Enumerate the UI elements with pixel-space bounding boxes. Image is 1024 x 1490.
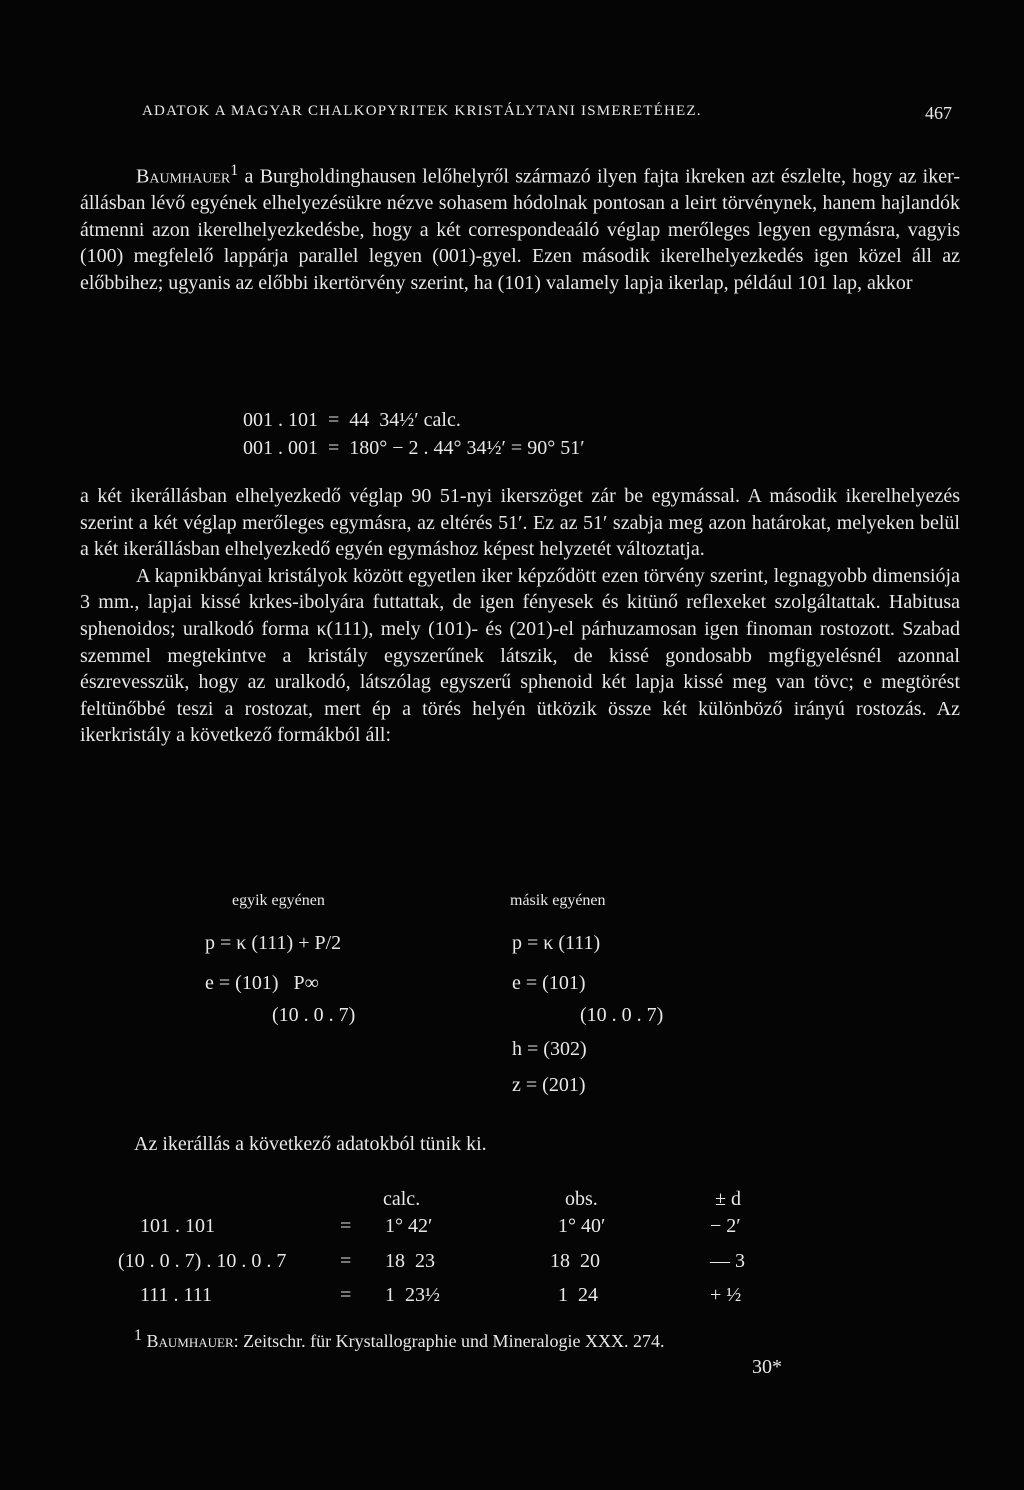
table-row-2-label: (10 . 0 . 7) . 10 . 0 . 7 — [118, 1250, 287, 1272]
paragraph-1-text: a Burgholdinghausen lelőhelyről származó ilyen fajta ikreken azt észlelte, hogy az iker-állásban lévő egyének elhelyezésükre nézve sohasem hódolnak pontosan a leirt törvénynek, hanem hajlandók átmenni azon ikerelhelyezkedésbe, hogy a két correspondeaáló véglap merőleges legyen egymásra, vagyis (100) megfelelő lappárja parallel legyen (001)-gyel. Ezen második ikerelhelyezkedés igen közel áll az előbbihez; ugyanis az előbbi ikertörvény szerint, ha (101) valamely lapja ikerlap, például 101 lap, akkor — [80, 165, 960, 295]
sheet-signature: 30* — [752, 1356, 782, 1378]
form-right-2: e = (101) — [512, 972, 586, 994]
form-right-4: h = (302) — [512, 1038, 587, 1060]
form-right-1: p = κ (111) — [512, 932, 601, 954]
table-row-3-calc: 1 23½ — [385, 1284, 440, 1306]
table-header-obs: obs. — [565, 1188, 598, 1210]
forms-left-heading: egyik egyénen — [232, 892, 325, 909]
equation-1: 001 . 101 = 44 34½′ calc. — [243, 409, 461, 431]
running-title: ADATOK A MAGYAR CHALKOPYRITEK KRISTÁLYTANI ISMERETÉHEZ. — [142, 103, 702, 119]
paragraph-1 — [80, 158, 960, 297]
footnote-text: Zeitschr. für Krystallographie und Mineralogie XXX. 274. — [238, 1331, 665, 1351]
paragraph-2: a két ikerállásban elhelyezkedő véglap 90 51-nyi ikerszöget zár be egymással. A második ikerelhelyezés szerint a két véglap merőleges egymásra, az eltérés 51′. Ez az 51′ szabja meg azon határokat, melyeken belül a két ikerállásban elhelyezkedő egyén egymáshoz képest helyzetét változtatja. — [80, 485, 960, 561]
form-left-2: e = (101) P∞ — [205, 972, 319, 994]
table-row-3-label: 111 . 111 — [140, 1284, 213, 1306]
author-name: Baumhauer — [136, 165, 231, 188]
form-right-5: z = (201) — [512, 1074, 586, 1096]
table-row-1-obs: 1° 40′ — [558, 1215, 606, 1237]
table-row-1-diff: − 2′ — [710, 1215, 741, 1237]
main-text-2 — [80, 483, 960, 749]
running-header — [142, 103, 952, 123]
main-text — [80, 158, 960, 297]
equation-2: 001 . 001 = 180° − 2 . 44° 34½′ = 90° 51′ — [243, 437, 585, 459]
table-row-3-obs: 1 24 — [558, 1284, 598, 1306]
table-row-3-diff: + ½ — [710, 1284, 742, 1306]
footnote — [134, 1327, 665, 1352]
table-row-2-diff: — 3 — [710, 1250, 745, 1272]
footnote-ref: 1 — [230, 162, 239, 179]
form-right-3: (10 . 0 . 7) — [580, 1004, 664, 1026]
table-row-1-eq: = — [340, 1215, 352, 1237]
table-row-2-obs: 18 20 — [550, 1250, 600, 1272]
form-left-1: p = κ (111) + P/2 — [205, 932, 342, 954]
footnote-mark: 1 — [134, 1327, 142, 1344]
table-header-calc: calc. — [383, 1188, 421, 1210]
footnote-author: Baumhauer: — [146, 1331, 239, 1351]
table-header-diff: ± d — [715, 1188, 741, 1210]
forms-right-heading: másik egyénen — [510, 892, 606, 909]
form-left-3: (10 . 0 . 7) — [272, 1004, 356, 1026]
table-row-1-label: 101 . 101 — [140, 1215, 215, 1237]
paragraph-3: A kapnikbányai kristályok között egyetlen iker képződött ezen törvény szerint, legnagyobb dimensiója 3 mm., lapjai kissé krkes-ibolyára futtattak, de igen fényesek és kitünő reflexeket szolgáltattak. Habitusa sphenoidos; uralkodó forma κ(111), mely (101)- és (201)-el párhuzamosan igen finoman rostozott. Szabad szemmel megtekintve a kristály egyszerűnek látszik, de kissé gondosabb mgfigyelésnél azonnal észrevesszük, hogy az uralkodó, látszólag egyszerű sphenoid két lapja kissé meg van tövc; e megtörést feltünőbbé teszi a rostozat, mert ép a törés helyén ütközik össze két különböző irányú rostozás. Az ikerkristály a következő formákból áll: — [80, 564, 960, 747]
page-number: 467 — [925, 103, 952, 123]
table-row-2-eq: = — [340, 1250, 352, 1272]
table-row-3-eq: = — [340, 1284, 352, 1306]
paragraph-4: Az ikerállás a következő adatokból tünik ki. — [134, 1133, 487, 1155]
table-row-2-calc: 18 23 — [385, 1250, 435, 1272]
table-row-1-calc: 1° 42′ — [385, 1215, 433, 1237]
